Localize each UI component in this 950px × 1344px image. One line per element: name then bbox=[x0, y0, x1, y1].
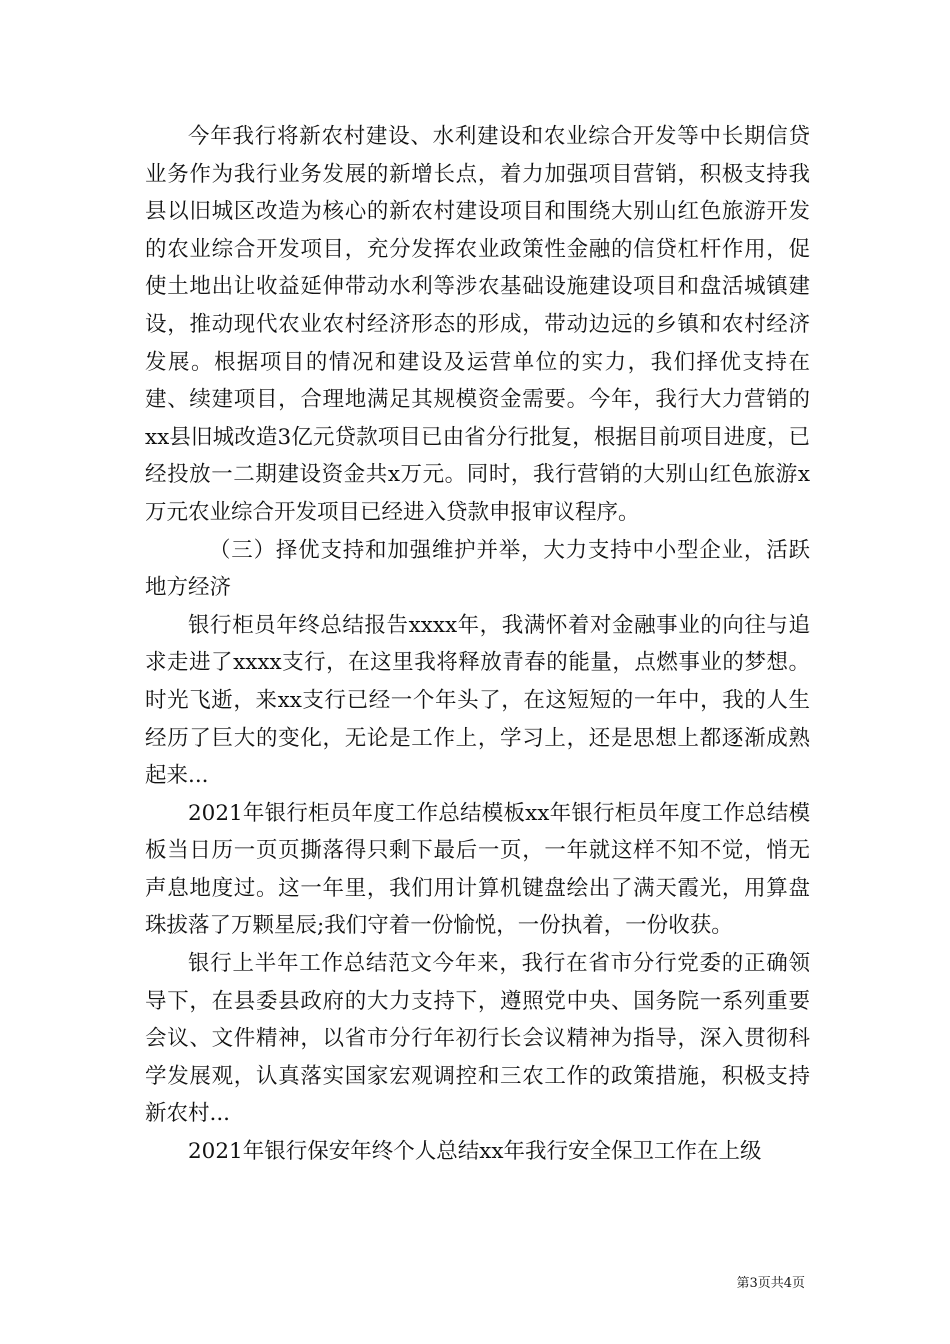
section-heading-sme-support: （三）择优支持和加强维护并举，大力支持中小型企业，活跃地方经济 bbox=[145, 537, 810, 601]
paragraph-teller-year-end-report: 银行柜员年终总结报告xxxx年，我满怀着对金融事业的向往与追求走进了xxxx支行，在这里我将释放青春的能量，点燃事业的梦想。时光飞逝，来xx支行已经一个年头了，在这短短的一年中，我的人生经历了巨大的变化，无论是工作上，学习上，还是思想上都逐渐成熟起来... bbox=[145, 612, 810, 789]
paragraph-half-year-summary: 银行上半年工作总结范文今年来，我行在省市分行党委的正确领导下，在县委县政府的大力支持下，遵照党中央、国务院一系列重要会议、文件精神，以省市分行年初行长会议精神为指导，深入贯彻科学发展观，认真落实国家宏观调控和三农工作的政策措施，积极支持新农村... bbox=[145, 951, 810, 1127]
paragraph-teller-annual-template: 2021年银行柜员年度工作总结模板xx年银行柜员年度工作总结模板当日历一页页撕落得只剩下最后一页，一年就这样不知不觉，悄无声息地度过。这一年里，我们用计算机键盘绘出了满天霞光，用算盘珠拔落了万颗星辰;我们守着一份愉悦，一份执着，一份收获。 bbox=[145, 800, 810, 939]
paragraph-security-guard-summary: 2021年银行保安年终个人总结xx年我行安全保卫工作在上级 bbox=[188, 1139, 762, 1165]
document-body bbox=[145, 118, 810, 1171]
page-number-footer: 第3页共4页 bbox=[736, 1276, 805, 1291]
paragraph-new-rural-projects: 今年我行将新农村建设、水利建设和农业综合开发等中长期信贷业务作为我行业务发展的新增长点，着力加强项目营销，积极支持我县以旧城区改造为核心的新农村建设项目和围绕大别山红色旅游开发的农业综合开发项目，充分发挥农业政策性金融的信贷杠杆作用，促使土地出让收益延伸带动水利等涉农基础设施建设项目和盘活城镇建设，推动现代农业农村经济形态的形成，带动边远的乡镇和农村经济发展。根据项目的情况和建设及运营单位的实力，我们择优支持在建、续建项目，合理地满足其规模资金需要。今年，我行大力营销的xx县旧城改造3亿元贷款项目已由省分行批复，根据目前项目进度，已经投放一二期建设资金共x万元。同时，我行营销的大别山红色旅游x万元农业综合开发项目已经进入贷款申报审议程序。 bbox=[145, 124, 810, 525]
